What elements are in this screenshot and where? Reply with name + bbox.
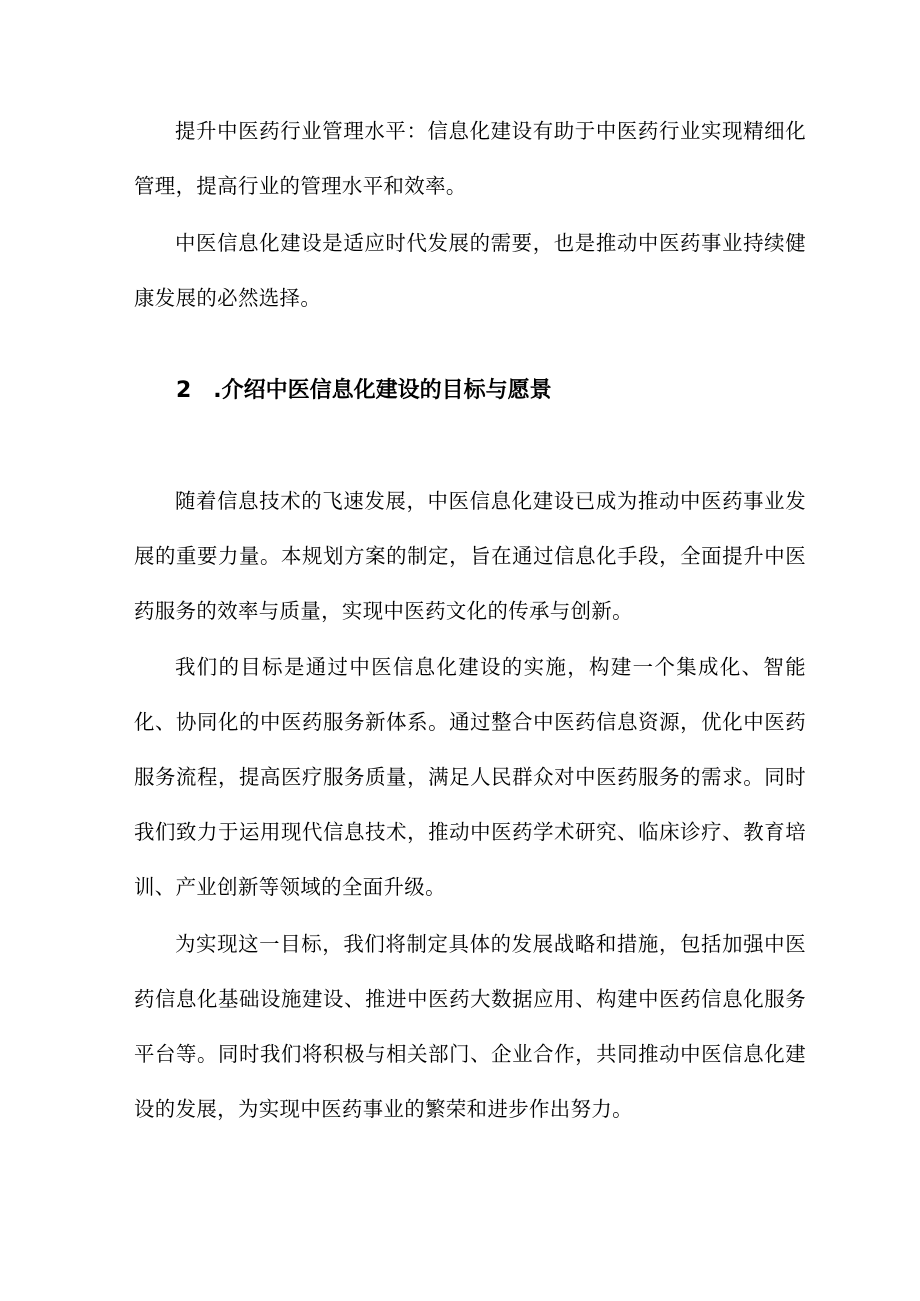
section-heading: 2 .介绍中医信息化建设的目标与愿景 (176, 378, 552, 403)
paragraph-goals: 我们的目标是通过中医信息化建设的实施，构建一个集成化、智能化、协同化的中医药服务新体系。通过整合中医药信息资源，优化中医药服务流程，提高医疗服务质量，满足人民群众对中医药服务的需求。同时我们致力于运用现代信息技术，推动中医药学术研究、临床诊疗、教育培训、产业创新等领域的全面升级。 (134, 655, 806, 899)
paragraph-management-level: 提升中医药行业管理水平：信息化建设有助于中医药行业实现精细化管理，提高行业的管理水平和效率。 (134, 119, 806, 198)
paragraph-development-need: 中医信息化建设是适应时代发展的需要，也是推动中医药事业持续健康发展的必然选择。 (134, 231, 806, 310)
paragraph-background: 随着信息技术的飞速发展，中医信息化建设已成为推动中医药事业发展的重要力量。本规划方案的制定，旨在通过信息化手段，全面提升中医药服务的效率与质量，实现中医药文化的传承与创新。 (134, 489, 806, 623)
paragraph-strategy: 为实现这一目标，我们将制定具体的发展战略和措施，包括加强中医药信息化基础设施建设、推进中医药大数据应用、构建中医药信息化服务平台等。同时我们将积极与相关部门、企业合作，共同推动中医信息化建设的发展，为实现中医药事业的繁荣和进步作出努力。 (134, 932, 806, 1121)
